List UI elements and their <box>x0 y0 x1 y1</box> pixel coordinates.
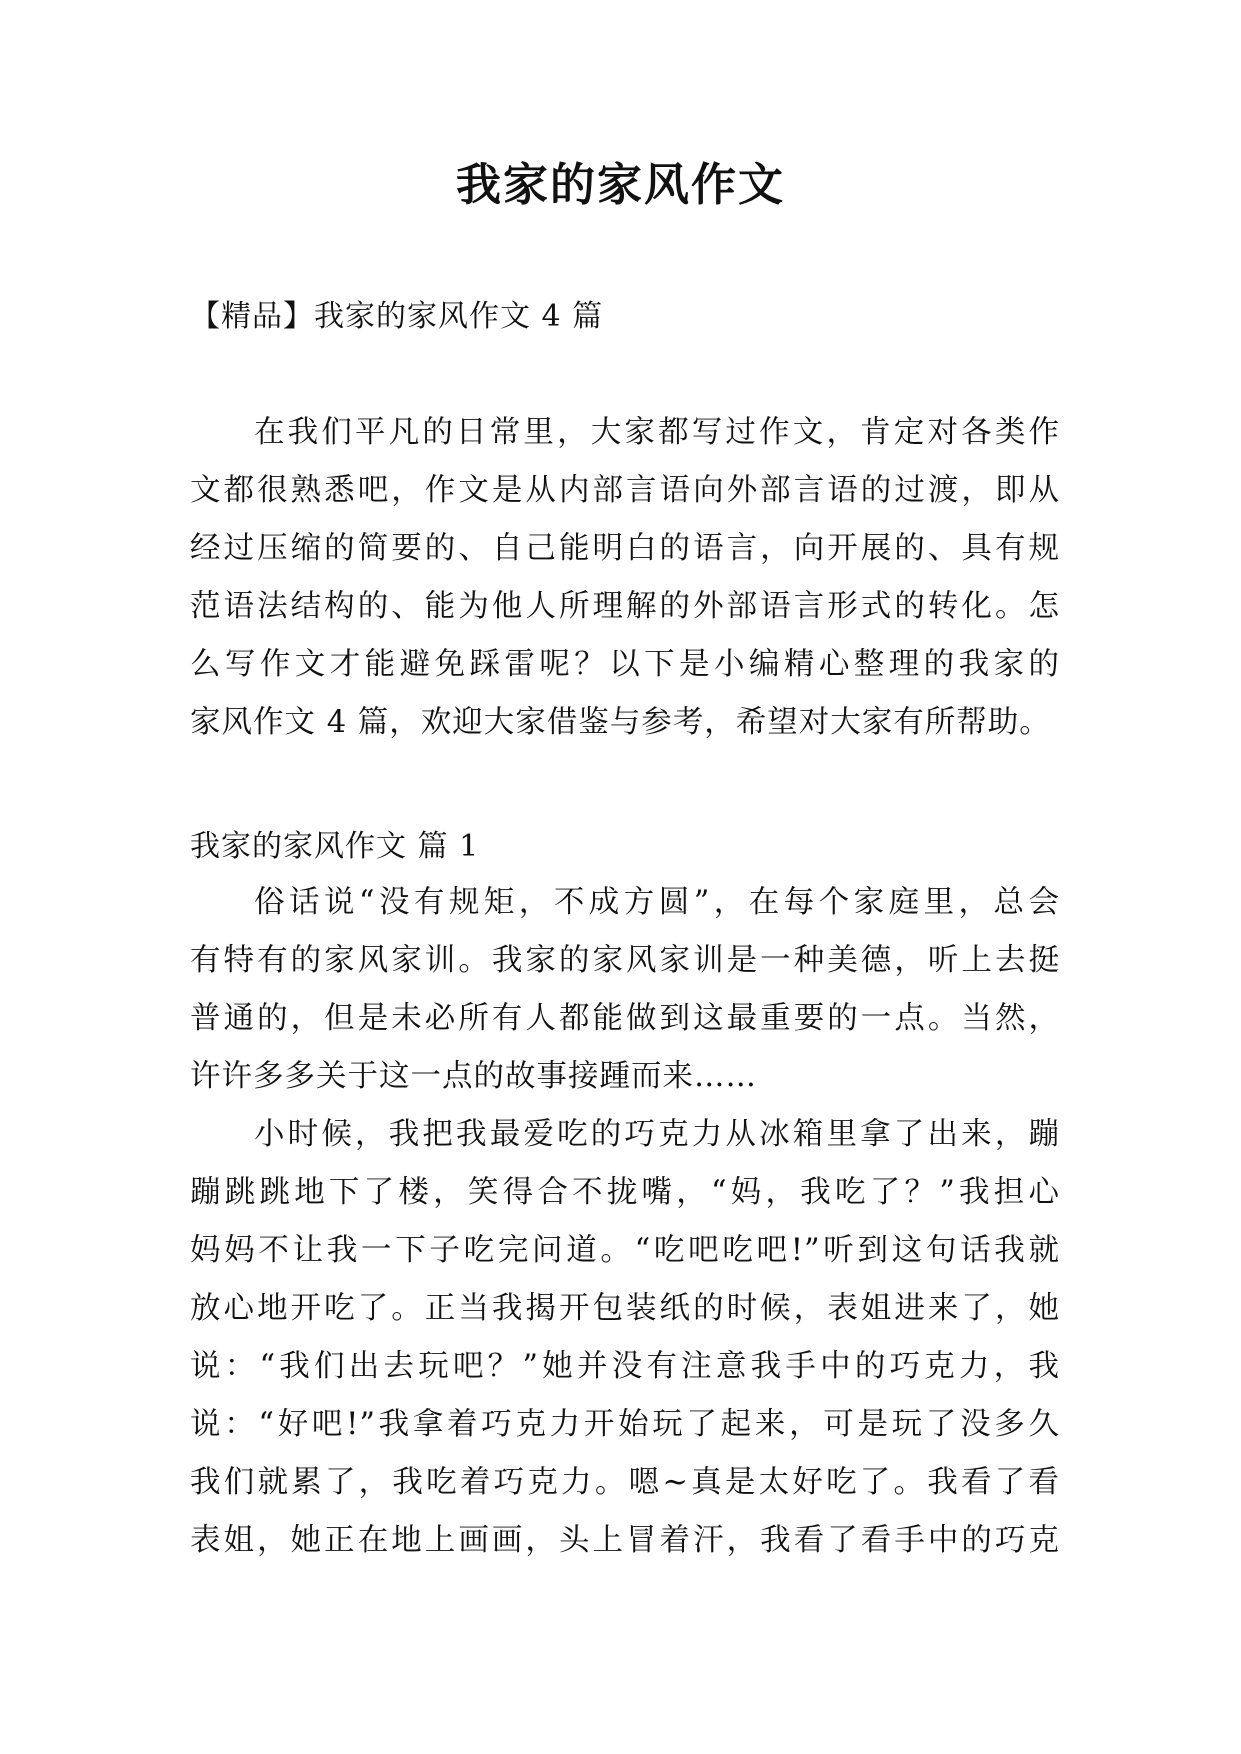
paragraph-line: 许许多多关于这一点的故事接踵而来…… <box>190 1059 757 1094</box>
paragraph-line: 放心地开吃了。正当我揭开包装纸的时候，表姐进来了，她 <box>190 1291 1060 1326</box>
paragraph-line: 范语法结构的、能为他人所理解的外部语言形式的转化。怎 <box>190 589 1060 624</box>
paragraph-line: 普通的，但是未必所有人都能做到这最重要的一点。当然， <box>190 1001 1060 1036</box>
document-subtitle: 【精品】我家的家风作文 4 篇 <box>190 299 604 334</box>
paragraph-line: 俗话说“没有规矩，不成方圆”，在每个家庭里，总会 <box>254 885 1060 920</box>
paragraph-line: 么写作文才能避免踩雷呢？以下是小编精心整理的我家的 <box>190 647 1060 682</box>
paragraph-line: 表姐，她正在地上画画，头上冒着汗，我看了看手中的巧克 <box>190 1523 1060 1558</box>
paragraph-line: 文都很熟悉吧，作文是从内部言语向外部言语的过渡，即从 <box>190 473 1060 508</box>
section1-paragraph-2 <box>190 1106 1060 1570</box>
intro-paragraph <box>190 404 1060 752</box>
paragraph-line: 说：“我们出去玩吧？”她并没有注意我手中的巧克力，我 <box>190 1349 1060 1384</box>
section-heading: 我家的家风作文 篇 1 <box>190 829 480 864</box>
paragraph-line: 妈妈不让我一下子吃完问道。“吃吧吃吧!”听到这句话我就 <box>190 1233 1060 1268</box>
paragraph-line: 经过压缩的简要的、自己能明白的语言，向开展的、具有规 <box>190 531 1060 566</box>
paragraph-line: 家风作文 4 篇，欢迎大家借鉴与参考，希望对大家有所帮助。 <box>190 705 1051 740</box>
paragraph-line: 说：“好吧!”我拿着巧克力开始玩了起来，可是玩了没多久 <box>190 1407 1060 1442</box>
paragraph-line: 在我们平凡的日常里，大家都写过作文，肯定对各类作 <box>254 415 1060 450</box>
paragraph-line: 有特有的家风家训。我家的家风家训是一种美德，听上去挺 <box>190 943 1060 978</box>
paragraph-line: 蹦跳跳地下了楼，笑得合不拢嘴，“妈，我吃了？”我担心 <box>190 1175 1060 1210</box>
paragraph-line: 小时候，我把我最爱吃的巧克力从冰箱里拿了出来，蹦 <box>254 1117 1060 1152</box>
page-title: 我家的家风作文 <box>455 158 785 211</box>
section1-paragraph-1 <box>190 874 1060 1106</box>
paragraph-line: 我们就累了，我吃着巧克力。嗯~真是太好吃了。我看了看 <box>190 1465 1060 1500</box>
